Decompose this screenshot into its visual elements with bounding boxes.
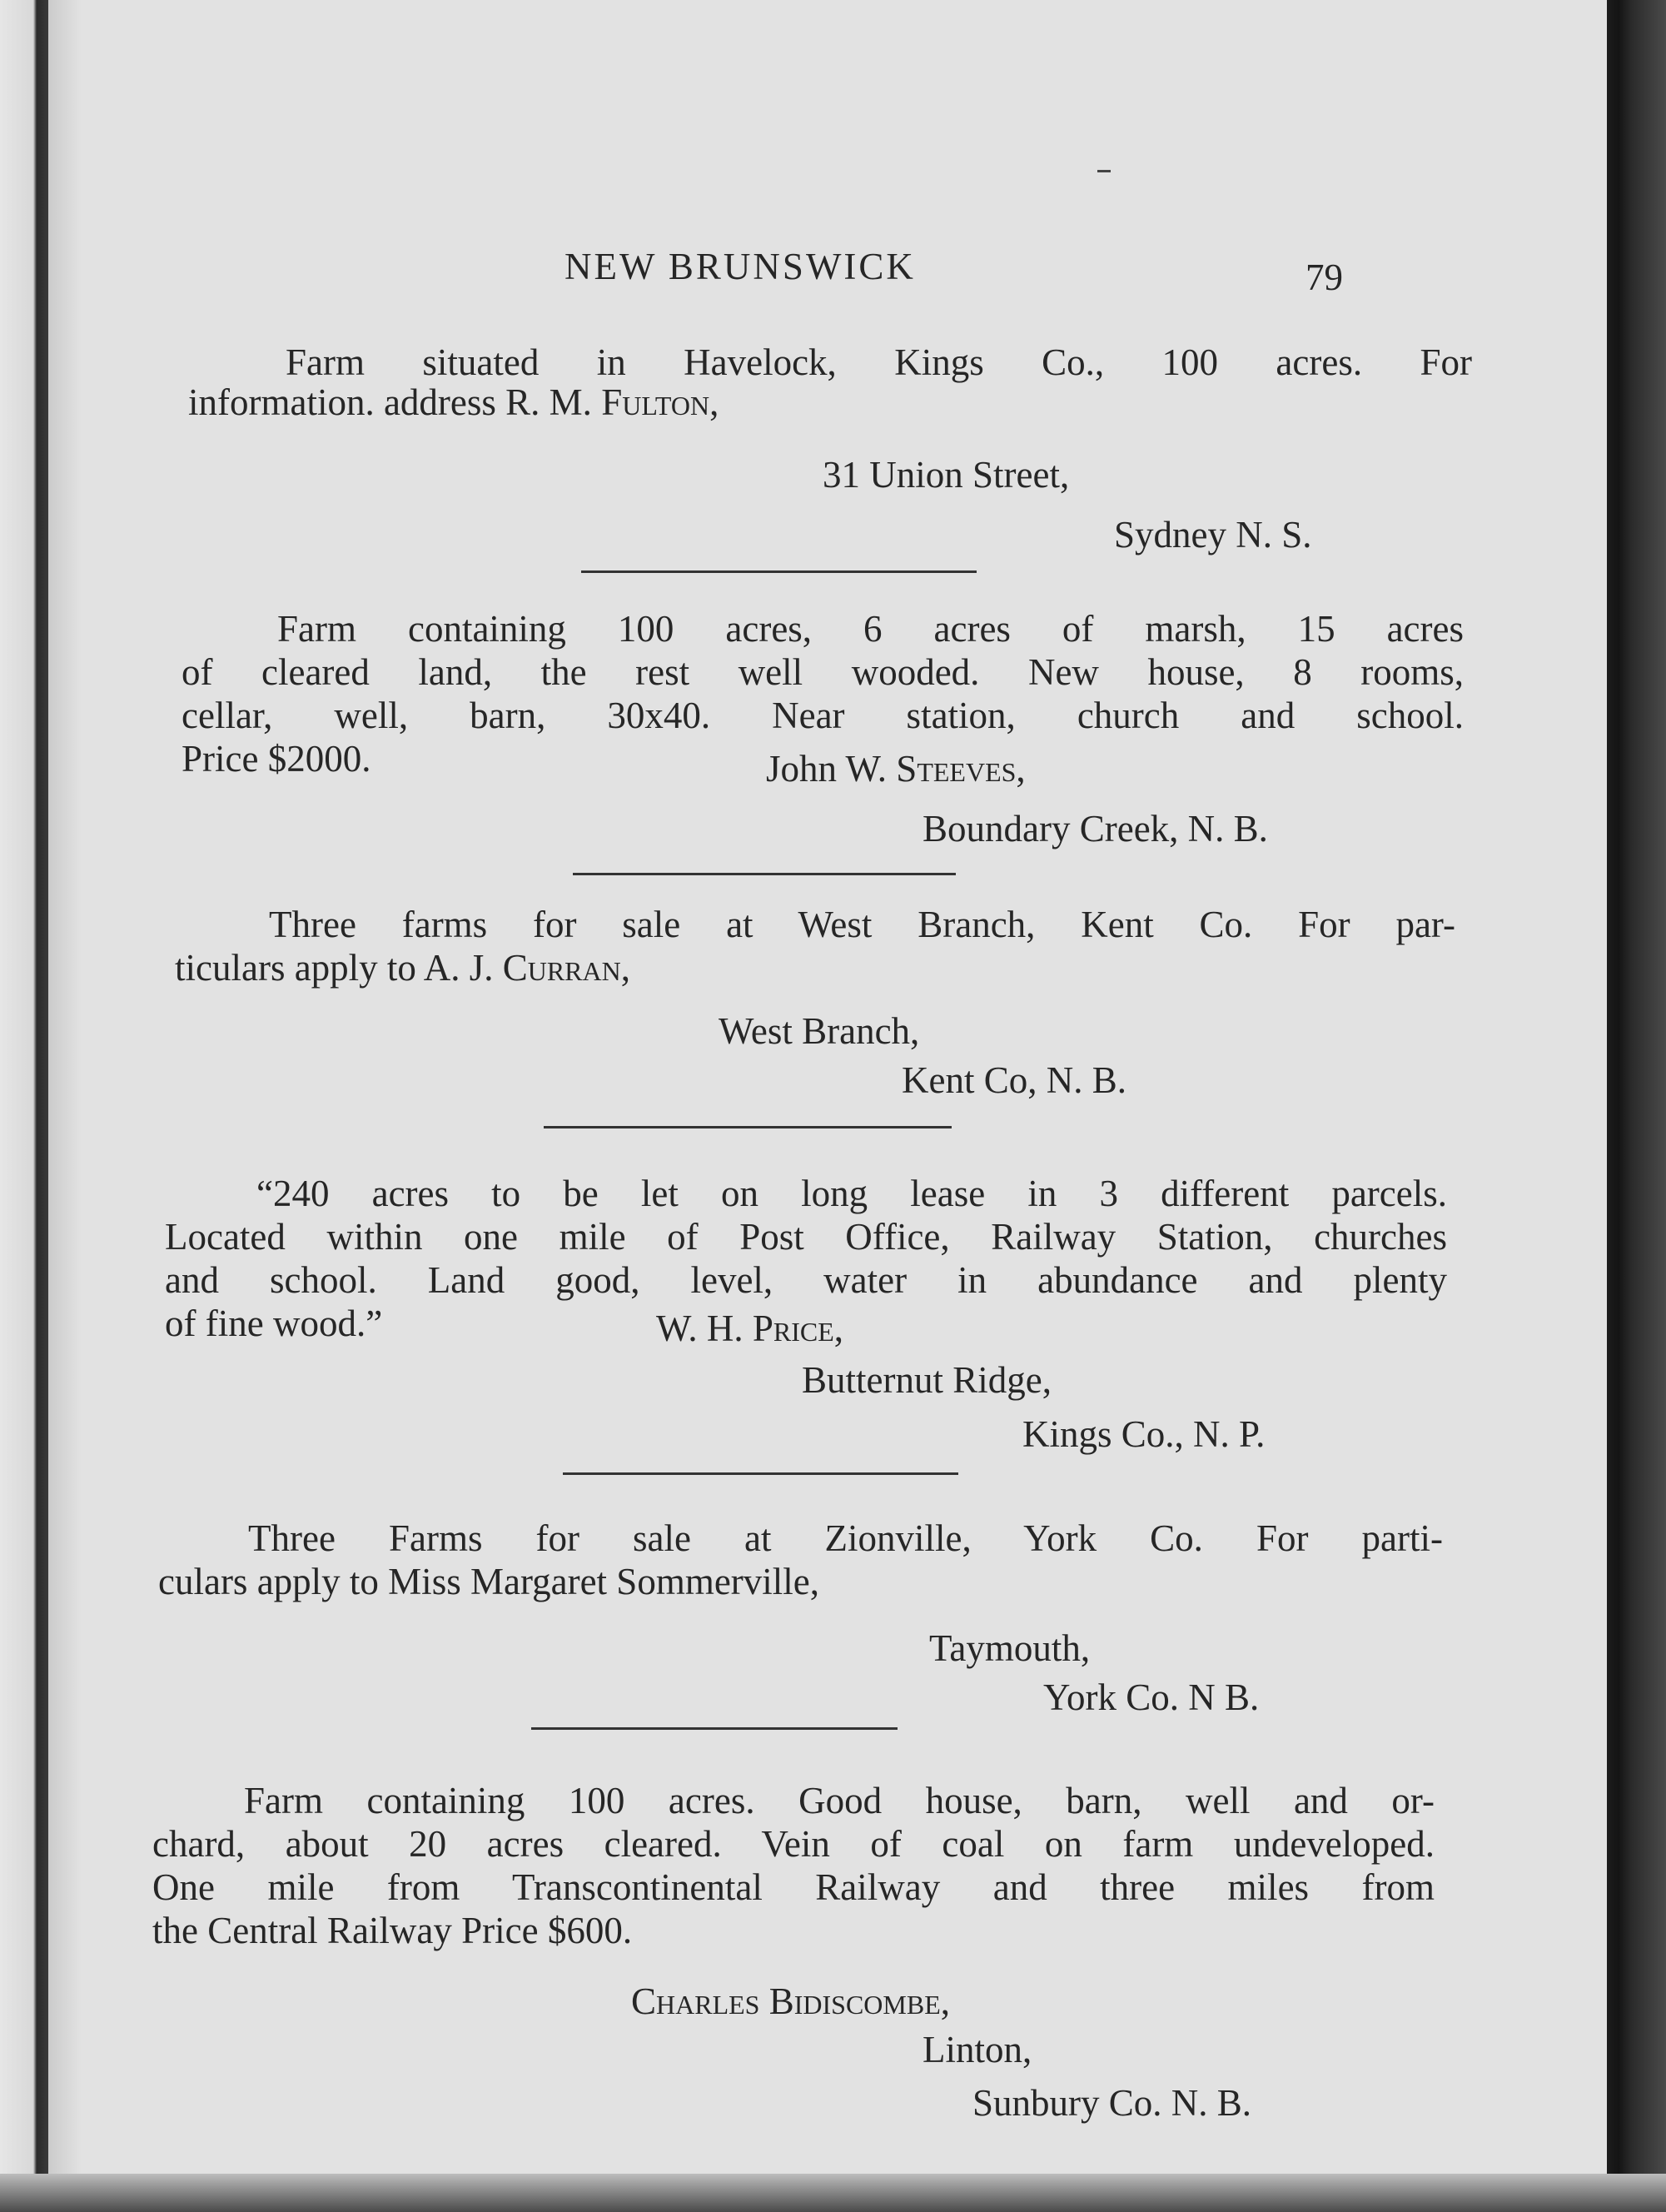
listing-line: the Central Railway Price $600. [152, 1910, 633, 1951]
address-line: 31 Union Street, [823, 454, 1070, 496]
advertiser-name: John W. Steeves, [766, 748, 1026, 790]
address-line: York Co. N B. [1043, 1676, 1260, 1718]
listing-line: culars apply to Miss Margaret Sommerville, [158, 1561, 820, 1602]
section-divider [544, 1126, 952, 1128]
address-line: Sydney N. S. [1114, 514, 1312, 555]
address-line: Linton, [923, 2029, 1032, 2070]
scan-bottom-edge [0, 2174, 1666, 2212]
address-line: Boundary Creek, N. B. [923, 808, 1268, 849]
address-line: West Branch, [719, 1010, 920, 1052]
listing-line: cellar, well, barn, 30x40. Near station, church and school. [182, 695, 1464, 736]
scan-right-edge [1607, 0, 1666, 2212]
listing-line: Price $2000. [182, 738, 371, 780]
listing-line: Farm situated in Havelock, Kings Co., 100 acres. For [286, 341, 1472, 383]
section-divider [581, 570, 977, 573]
listing-line: chard, about 20 acres cleared. Vein of coal on farm undeveloped. [152, 1823, 1435, 1865]
listing-line: and school. Land good, level, water in abundance and plenty [165, 1259, 1447, 1301]
section-divider [563, 1472, 958, 1475]
section-divider [573, 873, 956, 875]
listing-line: Three Farms for sale at Zionville, York Co. For parti- [248, 1517, 1443, 1559]
advertiser-name: W. H. Price, [656, 1308, 844, 1349]
advertiser-name: Curran, [502, 947, 630, 989]
listing-line: of fine wood.” [165, 1303, 383, 1344]
listing-line: Three farms for sale at West Branch, Kent Co. For par- [269, 904, 1455, 945]
listing-line: information. address R. M. Fulton, [188, 381, 719, 423]
listing-line: “240 acres to be let on long lease in 3 different parcels. [256, 1173, 1447, 1214]
listing-line: Farm containing 100 acres. Good house, barn, well and or- [244, 1780, 1435, 1821]
address-line: Butternut Ridge, [802, 1359, 1052, 1401]
advertiser-name: Charles Bidiscombe, [631, 1980, 950, 2022]
listing-line: of cleared land, the rest well wooded. New house, 8 rooms, [182, 651, 1464, 693]
listing-line: ticulars apply to A. J. Curran, [175, 947, 630, 989]
section-divider [531, 1727, 898, 1730]
listing-line: One mile from Transcontinental Railway and three miles from [152, 1866, 1435, 1908]
book-page [82, 0, 1607, 2174]
address-line: Taymouth, [929, 1627, 1091, 1669]
page-number: 79 [1305, 257, 1343, 298]
address-line: Kent Co, N. B. [902, 1059, 1126, 1101]
stray-mark [1097, 170, 1111, 172]
address-line: Sunbury Co. N. B. [972, 2082, 1252, 2124]
listing-line: Farm containing 100 acres, 6 acres of marsh, 15 acres [277, 608, 1464, 650]
scan-binding-edge [0, 0, 48, 2212]
running-head: NEW BRUNSWICK [564, 246, 916, 287]
listing-line: Located within one mile of Post Office, Railway Station, churches [165, 1216, 1447, 1258]
page-gutter-shadow [48, 0, 82, 2212]
advertiser-name: Fulton, [601, 381, 719, 423]
address-line: Kings Co., N. P. [1022, 1413, 1266, 1455]
